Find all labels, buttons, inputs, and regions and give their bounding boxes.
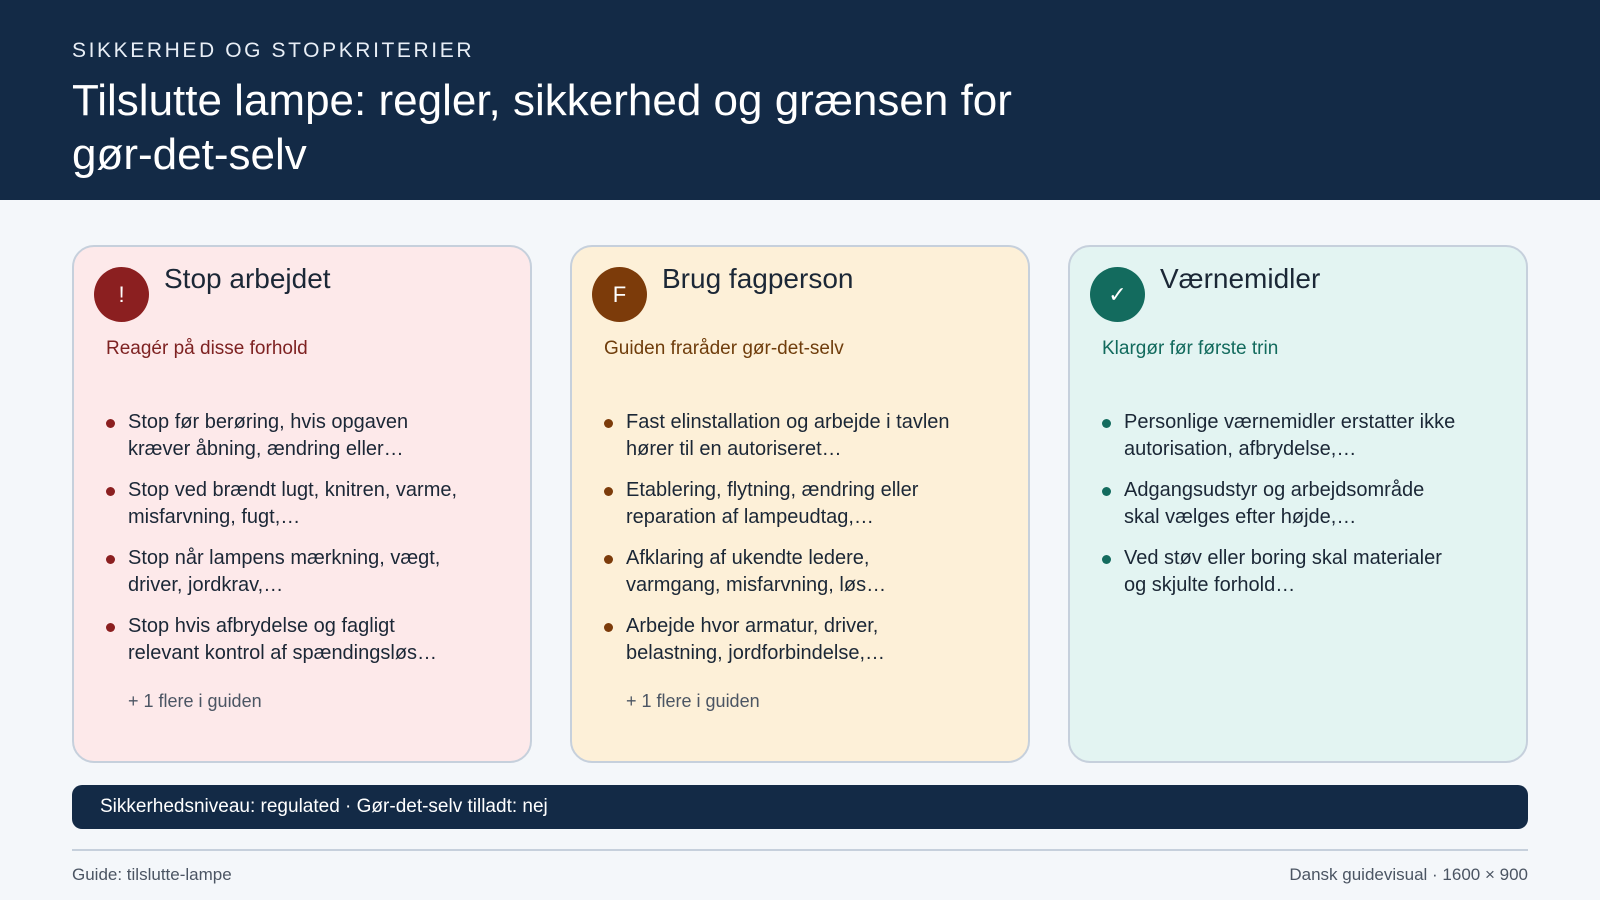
bullet-list [106,409,466,681]
bullet-text: Stop hvis afbrydelse og fagligt relevant kontrol af spændingsløs… [128,615,438,664]
card-title: Værnemidler [1160,263,1321,294]
bullet-text: Ved støv eller boring skal materialer og skjulte forhold… [1124,547,1442,596]
more-note: + 1 flere i guiden [626,691,760,711]
list-item [106,545,466,599]
list-item [106,409,466,463]
bullet-icon [1102,419,1111,428]
badge-glyph: ! [118,281,125,307]
card-row [72,245,1528,763]
list-item [604,477,964,531]
bullet-text: Stop ved brændt lugt, knitren, varme, misfarvning, fugt,… [128,479,458,528]
bullet-text: Fast elinstallation og arbejde i tavlen hører til en autoriseret… [626,411,950,460]
bullet-text: Stop før berøring, hvis opgaven kræver åbning, ændring eller… [128,411,409,460]
bullet-icon [106,487,115,496]
list-item [106,613,466,667]
list-item [604,613,964,667]
card-subtitle: Guiden fraråder gør-det-selv [604,338,844,359]
bullet-text: Stop når lampens mærkning, vægt, driver, jordkrav,… [128,547,441,596]
page-title: Tilslutte lampe: regler, sikkerhed og grænsen for gør-det-selv [72,76,1012,179]
bullet-icon [604,419,613,428]
bullet-text: Etablering, flytning, ændring eller reparation af lampeudtag,… [626,479,919,528]
status-bar: Sikkerhedsniveau: regulated · Gør-det-selv tilladt: nej [72,785,1528,829]
bullet-list [1102,409,1462,613]
badge-glyph: ✓ [1108,281,1127,307]
bullet-text: Afklaring af ukendte ledere, varmgang, misfarvning, løs… [626,547,887,596]
list-item [1102,477,1462,531]
eyebrow: SIKKERHED OG STOPKRITERIER [72,39,475,62]
bullet-list [604,409,964,681]
card-protective-equipment [1068,245,1528,763]
card-stop-work [72,245,532,763]
bullet-icon [106,555,115,564]
bullet-icon [604,623,613,632]
divider [72,849,1528,851]
checkmark-icon [1090,267,1145,322]
more-note: + 1 flere i guiden [128,691,262,711]
footer-guide-label: Guide: tilslutte-lampe [72,865,232,884]
list-item [1102,545,1462,599]
bullet-icon [106,419,115,428]
bullet-text: Adgangsudstyr og arbejdsområde skal vælges efter højde,… [1124,479,1425,528]
card-subtitle: Reagér på disse forhold [106,338,308,359]
footer-meta: Dansk guidevisual · 1600 × 900 [1289,865,1528,884]
bullet-icon [1102,487,1111,496]
card-title: Brug fagperson [662,263,854,294]
bullet-text: Personlige værnemidler erstatter ikke autorisation, afbrydelse,… [1124,411,1456,460]
list-item [1102,409,1462,463]
card-title: Stop arbejdet [164,263,331,294]
bullet-icon [604,555,613,564]
list-item [604,545,964,599]
card-use-professional [570,245,1030,763]
header [0,0,1600,200]
bullet-icon [1102,555,1111,564]
bullet-icon [604,487,613,496]
list-item [106,477,466,531]
bullet-icon [106,623,115,632]
list-item [604,409,964,463]
badge-glyph: F [612,281,627,307]
alert-icon [94,267,149,322]
professional-icon [592,267,647,322]
card-subtitle: Klargør før første trin [1102,338,1279,359]
bullet-text: Arbejde hvor armatur, driver, belastning, jordforbindelse,… [626,615,886,664]
